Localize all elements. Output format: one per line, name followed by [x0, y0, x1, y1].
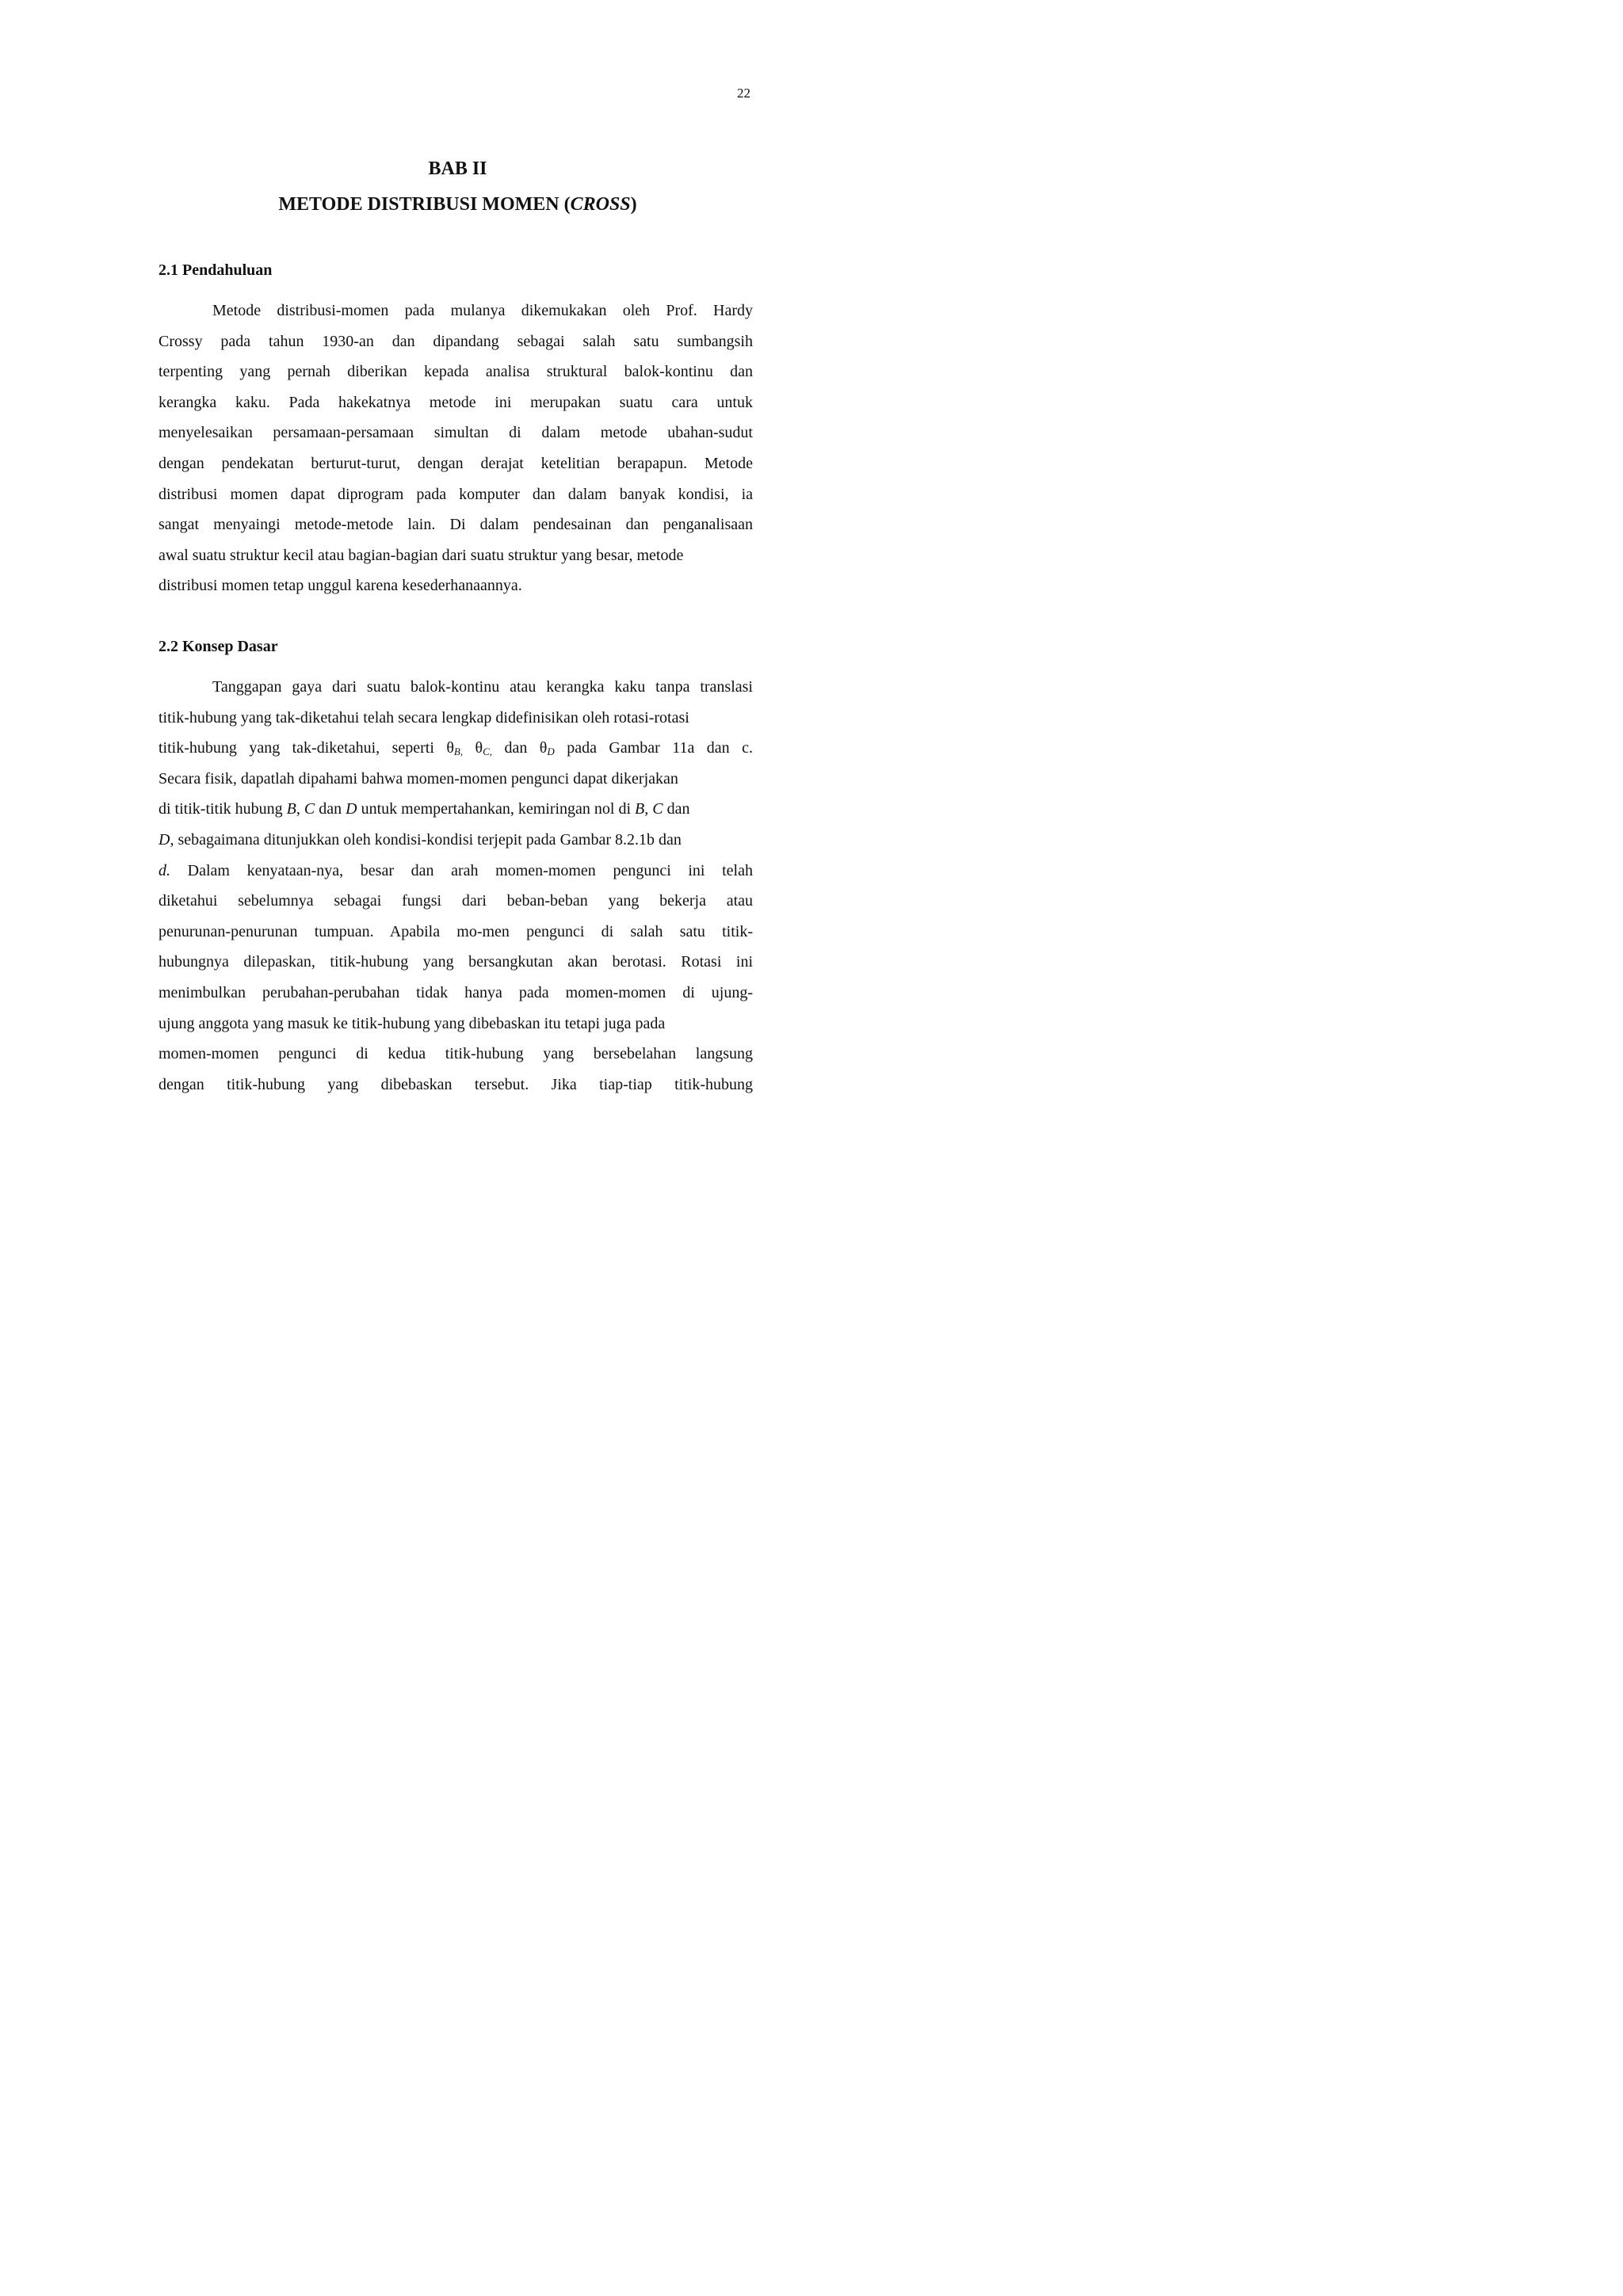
paragraph-line: distribusi momen tetap unggul karena kesederhanaannya. [158, 577, 522, 595]
chapter-title-italic: CROSS [570, 194, 631, 215]
paragraph-konsep-dasar [158, 672, 753, 1100]
paragraph-line: penurunan-penurunan tumpuan. Apabila mo-men pengunci di salah satu titik- [158, 922, 753, 940]
paragraph-pendahuluan [158, 296, 753, 601]
paragraph-line-theta: titik-hubung yang tak-diketahui, seperti $\theta_{B,}$ $\theta_{C,}$ dan $\theta_D$ pada Gambar 11a dan c. [158, 739, 753, 758]
paragraph-line: distribusi momen dapat diprogram pada komputer dan dalam banyak kondisi, ia [158, 485, 753, 503]
section-heading-pendahuluan: 2.1 Pendahuluan [158, 261, 273, 279]
paragraph-line: hubungnya dilepaskan, titik-hubung yang bersangkutan akan berotasi. Rotasi ini [158, 953, 753, 971]
paragraph-line: titik-hubung yang tak-diketahui telah secara lengkap didefinisikan oleh rotasi-rotasi [158, 708, 689, 727]
paragraph-line: di titik-titik hubung B, C dan D untuk mempertahankan, kemiringan nol di B, C dan [158, 800, 690, 818]
paragraph-line: dengan titik-hubung yang dibebaskan tersebut. Jika tiap-tiap titik-hubung [158, 1075, 753, 1093]
paragraph-line: awal suatu struktur kecil atau bagian-bagian dari suatu struktur yang besar, metode [158, 546, 684, 564]
chapter-title-main: METODE DISTRIBUSI MOMEN ( [278, 194, 571, 215]
paragraph-line: Secara fisik, dapatlah dipahami bahwa momen-momen pengunci dapat dikerjakan [158, 769, 678, 788]
paragraph-line: sangat menyaingi metode-metode lain. Di dalam pendesainan dan penganalisaan [158, 516, 753, 534]
paragraph-line: kerangka kaku. Pada hakekatnya metode ini merupakan suatu cara untuk [158, 393, 753, 411]
chapter-title [0, 194, 915, 215]
page-number: 22 [737, 86, 750, 101]
chapter-label: BAB II [428, 158, 487, 179]
paragraph-line: d. Dalam kenyataan-nya, besar dan arah momen-momen pengunci ini telah [158, 861, 753, 879]
paragraph-line: terpenting yang pernah diberikan kepada analisa struktural balok-kontinu dan [158, 363, 753, 381]
paragraph-line: Tanggapan gaya dari suatu balok-kontinu atau kerangka kaku tanpa translasi [212, 678, 753, 696]
section-heading-konsep-dasar: 2.2 Konsep Dasar [158, 638, 278, 655]
paragraph-line: momen-momen pengunci di kedua titik-hubung yang bersebelahan langsung [158, 1045, 753, 1063]
paragraph-line: ujung anggota yang masuk ke titik-hubung yang dibebaskan itu tetapi juga pada [158, 1014, 666, 1032]
paragraph-line: Crossy pada tahun 1930-an dan dipandang sebagai salah satu sumbangsih [158, 332, 753, 350]
chapter-title-end: ) [630, 194, 637, 215]
paragraph-line: menimbulkan perubahan-perubahan tidak hanya pada momen-momen di ujung- [158, 983, 753, 1001]
paragraph-line: menyelesaikan persamaan-persamaan simultan di dalam metode ubahan-sudut [158, 424, 753, 442]
paragraph-line: diketahui sebelumnya sebagai fungsi dari beban-beban yang bekerja atau [158, 892, 753, 910]
paragraph-line: dengan pendekatan berturut-turut, dengan derajat ketelitian berapapun. Metode [158, 454, 753, 472]
paragraph-line: Metode distribusi-momen pada mulanya dikemukakan oleh Prof. Hardy [212, 302, 753, 319]
paragraph-line: D, sebagaimana ditunjukkan oleh kondisi-kondisi terjepit pada Gambar 8.2.1b dan [158, 830, 682, 849]
